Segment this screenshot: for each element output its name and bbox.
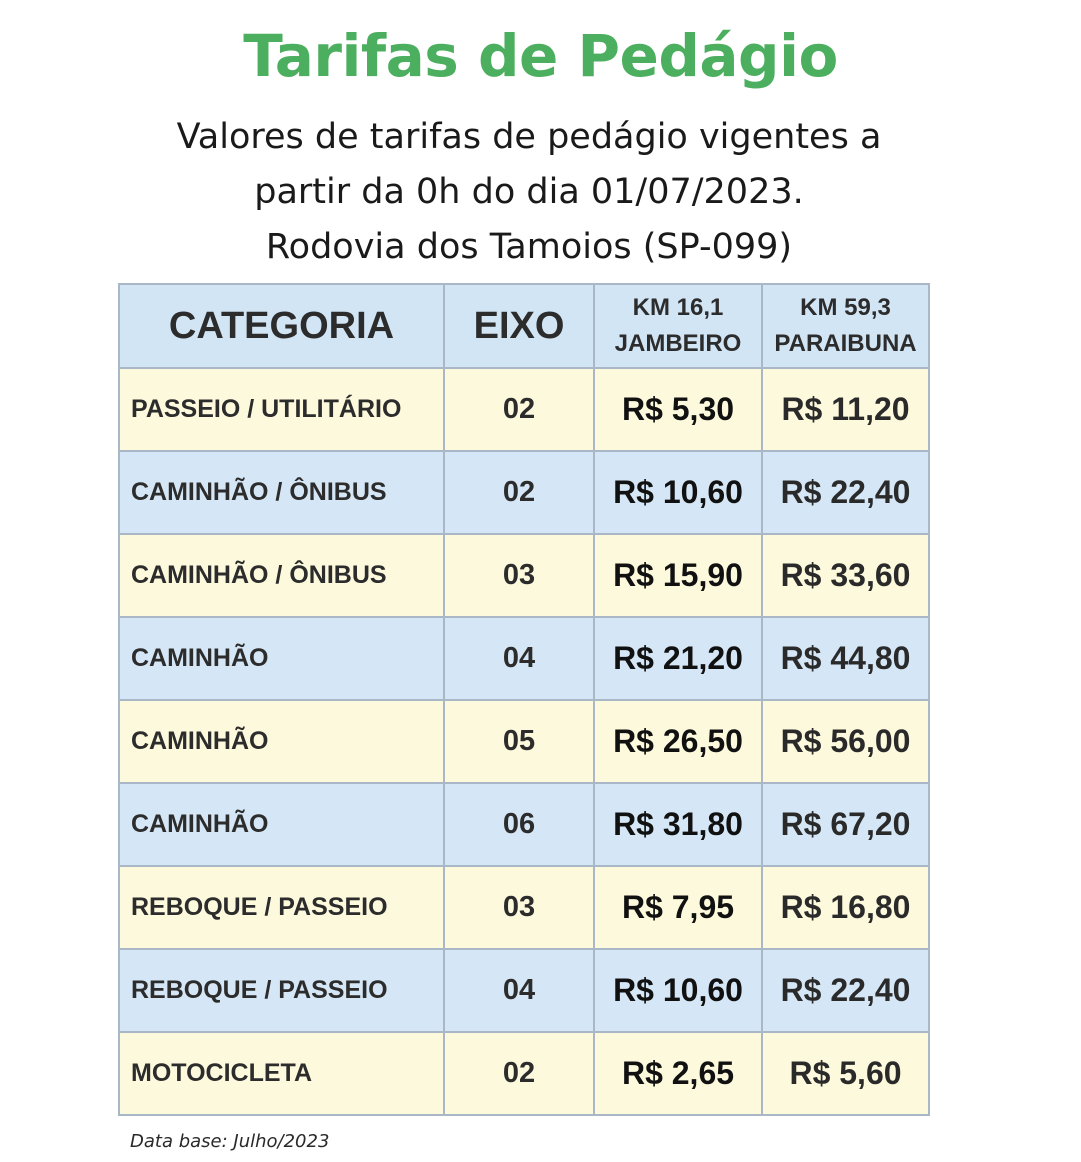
paraibuna-price-cell: R$ 5,60 [762, 1032, 929, 1115]
paraibuna-price-cell: R$ 33,60 [762, 534, 929, 617]
page-title: Tarifas de Pedágio [243, 22, 838, 90]
header-eixo: EIXO [444, 284, 594, 368]
paraibuna-price-cell: R$ 22,40 [762, 451, 929, 534]
eixo-cell: 02 [444, 368, 594, 451]
eixo-cell: 04 [444, 617, 594, 700]
eixo-cell: 05 [444, 700, 594, 783]
tariff-table [118, 283, 930, 1116]
jambeiro-price-cell: R$ 26,50 [594, 700, 762, 783]
table-row [119, 700, 929, 783]
header-paraibuna-km: KM 59,3 [800, 294, 891, 321]
table-row [119, 1032, 929, 1115]
categoria-cell: REBOQUE / PASSEIO [119, 866, 444, 949]
table-row [119, 534, 929, 617]
header-jambeiro-name: JAMBEIRO [614, 330, 742, 357]
header-paraibuna-name: PARAIBUNA [774, 330, 917, 357]
categoria-cell: CAMINHÃO / ÔNIBUS [119, 534, 444, 617]
jambeiro-price-cell: R$ 7,95 [594, 866, 762, 949]
table-row [119, 617, 929, 700]
subtitle-line-2: partir da 0h do dia 01/07/2023. [254, 172, 804, 212]
categoria-cell: CAMINHÃO [119, 700, 444, 783]
subtitle-line-3: Rodovia dos Tamoios (SP-099) [265, 227, 793, 267]
header-paraibuna [762, 284, 929, 368]
eixo-cell: 06 [444, 783, 594, 866]
categoria-cell: REBOQUE / PASSEIO [119, 949, 444, 1032]
header-categoria: CATEGORIA [119, 284, 444, 368]
jambeiro-price-cell: R$ 15,90 [594, 534, 762, 617]
paraibuna-price-cell: R$ 11,20 [762, 368, 929, 451]
jambeiro-price-cell: R$ 31,80 [594, 783, 762, 866]
eixo-cell: 03 [444, 534, 594, 617]
paraibuna-price-cell: R$ 67,20 [762, 783, 929, 866]
categoria-cell: CAMINHÃO [119, 783, 444, 866]
categoria-cell: CAMINHÃO / ÔNIBUS [119, 451, 444, 534]
header-jambeiro [594, 284, 762, 368]
categoria-cell: MOTOCICLETA [119, 1032, 444, 1115]
table-row [119, 866, 929, 949]
jambeiro-price-cell: R$ 21,20 [594, 617, 762, 700]
eixo-cell: 04 [444, 949, 594, 1032]
paraibuna-price-cell: R$ 44,80 [762, 617, 929, 700]
paraibuna-price-cell: R$ 22,40 [762, 949, 929, 1032]
page-subtitle [0, 110, 1058, 275]
paraibuna-price-cell: R$ 16,80 [762, 866, 929, 949]
table-header-row [119, 284, 929, 368]
table-row [119, 783, 929, 866]
table-row [119, 949, 929, 1032]
eixo-cell: 03 [444, 866, 594, 949]
jambeiro-price-cell: R$ 10,60 [594, 949, 762, 1032]
table-row [119, 368, 929, 451]
categoria-cell: PASSEIO / UTILITÁRIO [119, 368, 444, 451]
header-jambeiro-km: KM 16,1 [632, 294, 724, 321]
subtitle-line-1: Valores de tarifas de pedágio vigentes a [176, 117, 882, 157]
jambeiro-price-cell: R$ 5,30 [594, 368, 762, 451]
paraibuna-price-cell: R$ 56,00 [762, 700, 929, 783]
eixo-cell: 02 [444, 451, 594, 534]
jambeiro-price-cell: R$ 10,60 [594, 451, 762, 534]
eixo-cell: 02 [444, 1032, 594, 1115]
jambeiro-price-cell: R$ 2,65 [594, 1032, 762, 1115]
table-row [119, 451, 929, 534]
footnote: Data base: Julho/2023 [130, 1131, 330, 1152]
categoria-cell: CAMINHÃO [119, 617, 444, 700]
